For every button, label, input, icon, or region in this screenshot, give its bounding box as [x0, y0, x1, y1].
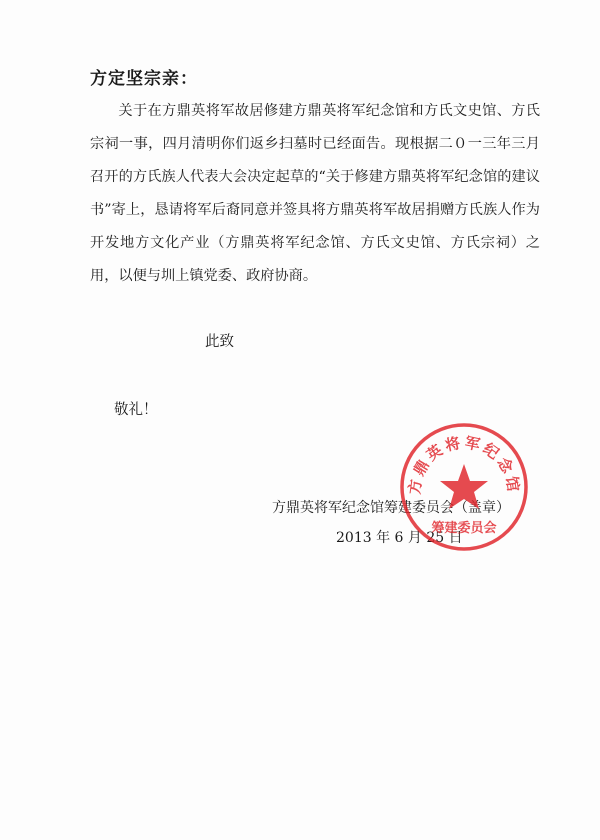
letter-date: 2013 年 6 月 25 日	[336, 530, 463, 546]
seal-star	[440, 464, 488, 509]
seal-arc-text: 方鼎英将军纪念馆	[405, 433, 523, 496]
salutation: 方定坚宗亲：	[90, 69, 198, 89]
seal-bottom-text: 筹建委员会	[431, 521, 497, 536]
official-seal	[398, 420, 530, 554]
closing-phrase: 此致	[205, 334, 234, 350]
regards-phrase: 敬礼！	[114, 402, 158, 418]
letter-body: 关于在方鼎英将军故居修建方鼎英将军纪念馆和方氏文史馆、方氏宗祠一事，四月清明你们返乡扫墓时已经面告。现根据二０一三年三月召开的方氏族人代表大会决定起草的“关于修建方鼎英将军纪念馆的建议书”寄上，恳请将军后裔同意并签具将方鼎英将军故居捐赠方氏族人作为开发地方文化产业（方鼎英将军纪念馆、方氏文史馆、方氏宗祠）之用，以便与圳上镇党委、政府协商。	[90, 103, 540, 284]
signer-name: 方鼎英将军纪念馆筹建委员会（盖章）	[272, 500, 510, 516]
